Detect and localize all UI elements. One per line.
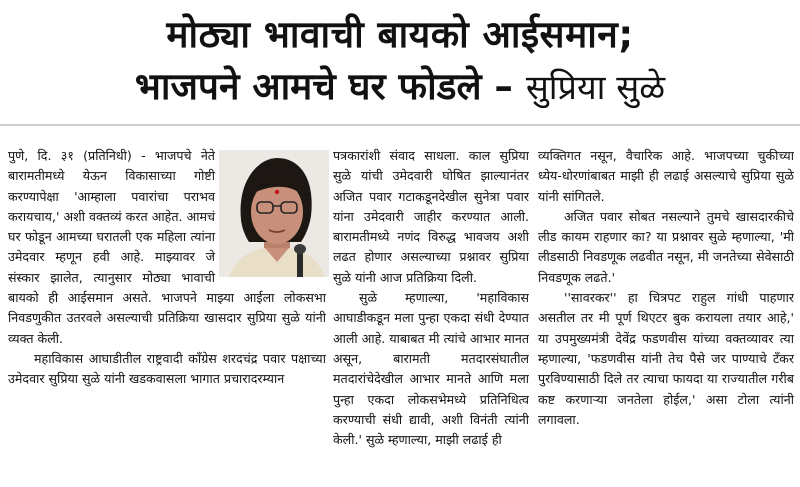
article-column-2 <box>333 146 529 487</box>
article-paragraph: ''सावरकर'' हा चित्रपट राहुल गांधी पाहणार असतील तर मी पूर्ण थिएटर बुक करायला तयार आहे,' या उपमुख्यमंत्री देवेंद्र फडणवीस यांच्या वक्तव्यावर त्या म्हणाल्या, 'फडणवीस यांनी तेच पैसे जर पाण्याचे टँकर पुरविण्यासाठी दिले तर त्याचा फायदा या राज्यातील गरीब कष्ट करणाऱ्या जनतेला होईल,' असा टोला त्यांनी लगावला. <box>538 290 794 427</box>
article-paragraph: महाविकास आघाडीतील राष्ट्रवादी काँग्रेस शरदचंद्र पवार पक्षाच्या उमेदवार सुप्रिया सुळे यांनी खडकवासला भागात प्रचारादरम्यान <box>8 350 326 387</box>
headline-dash: – <box>481 65 526 108</box>
headline-line-1: मोठ्या भावाची बायको आईसमान; <box>166 13 634 56</box>
article-paragraph: सुळे म्हणाल्या, 'महाविकास आघाडीकडून मला पुन्हा एकदा संधी देण्यात आली आहे. याबाबत मी त्यांचे आभार मानत असून, बारामती मतदारसंघातील मतदारांचेदेखील आभार मानते आणि मला पुन्हा एकदा लोकसभेमध्ये प्रतिनिधित्व करण्याची संधी द्यावी, अशी विनंती त्यांनी केली.' सुळे म्हणाल्या, माझी लढाई ही <box>333 290 529 448</box>
photo-spacer <box>215 146 326 288</box>
headline-byline: सुप्रिया सुळे <box>525 68 666 108</box>
headline <box>0 8 800 113</box>
headline-main: भाजपने आमचे घर फोडले <box>134 65 482 108</box>
article-paragraph: अजित पवार सोबत नसल्याने तुमचे खासदारकीचे लीड कायम राहणार का? या प्रश्नावर सुळे म्हणाल्या, 'मी लीडसाठी निवडणूक लढवीत नसून, मी जनतेच्या सेवेसाठी निवडणूक लढते.' <box>538 208 794 285</box>
article-paragraph: व्यक्तिगत नसून, वैचारिक आहे. भाजपच्या चुकीच्या ध्येय-धोरणांबाबत माझी ही लढाई असल्याचे सुप्रिया सुळे यांनी सांगितले. <box>538 148 794 204</box>
article-column-1-flow <box>8 146 326 487</box>
article-paragraph: पत्रकारांशी संवाद साधला. काल सुप्रिया सुळे यांची उमेदवारी घोषित झाल्यानंतर अजित पवार गटाकडूनदेखील सुनेत्रा पवार यांना उमेदवारी जाहीर करण्यात आली. बारामतीमध्ये नणंद विरुद्ध भावजय अशी लढत होणार असल्याच्या प्रश्नावर सुप्रिया सुळे यांनी आज प्रतिक्रिया दिली. <box>333 148 529 285</box>
article-paragraph: पुणे, दि. ३१ (प्रतिनिधी) - भाजपचे नेते बारामतीमध्ये येऊन विकासाच्या गोष्टी करण्यापेक्षा 'आम्हाला पवारांचा पराभव करायचाय,' अशी वक्तव्यं करत आहेत. आमचं घर फोडून आमच्या घरातली एक महिला त्यांना उमेदवार म्हणून हवी आहे. माझ्यावर जे संस्कार झालेत, त्यानुसार मोठ्या भावाची बायको ही आईसमान असते. भाजपने माझ्या आईला लोकसभा निवडणुकीत उतरवले असल्याची प्रतिक्रिया खासदार सुप्रिया सुळे यांनी व्यक्त केली. <box>8 148 326 346</box>
article-column-3 <box>538 146 794 487</box>
headline-line-2 <box>0 62 800 113</box>
headline-rule <box>0 124 800 126</box>
